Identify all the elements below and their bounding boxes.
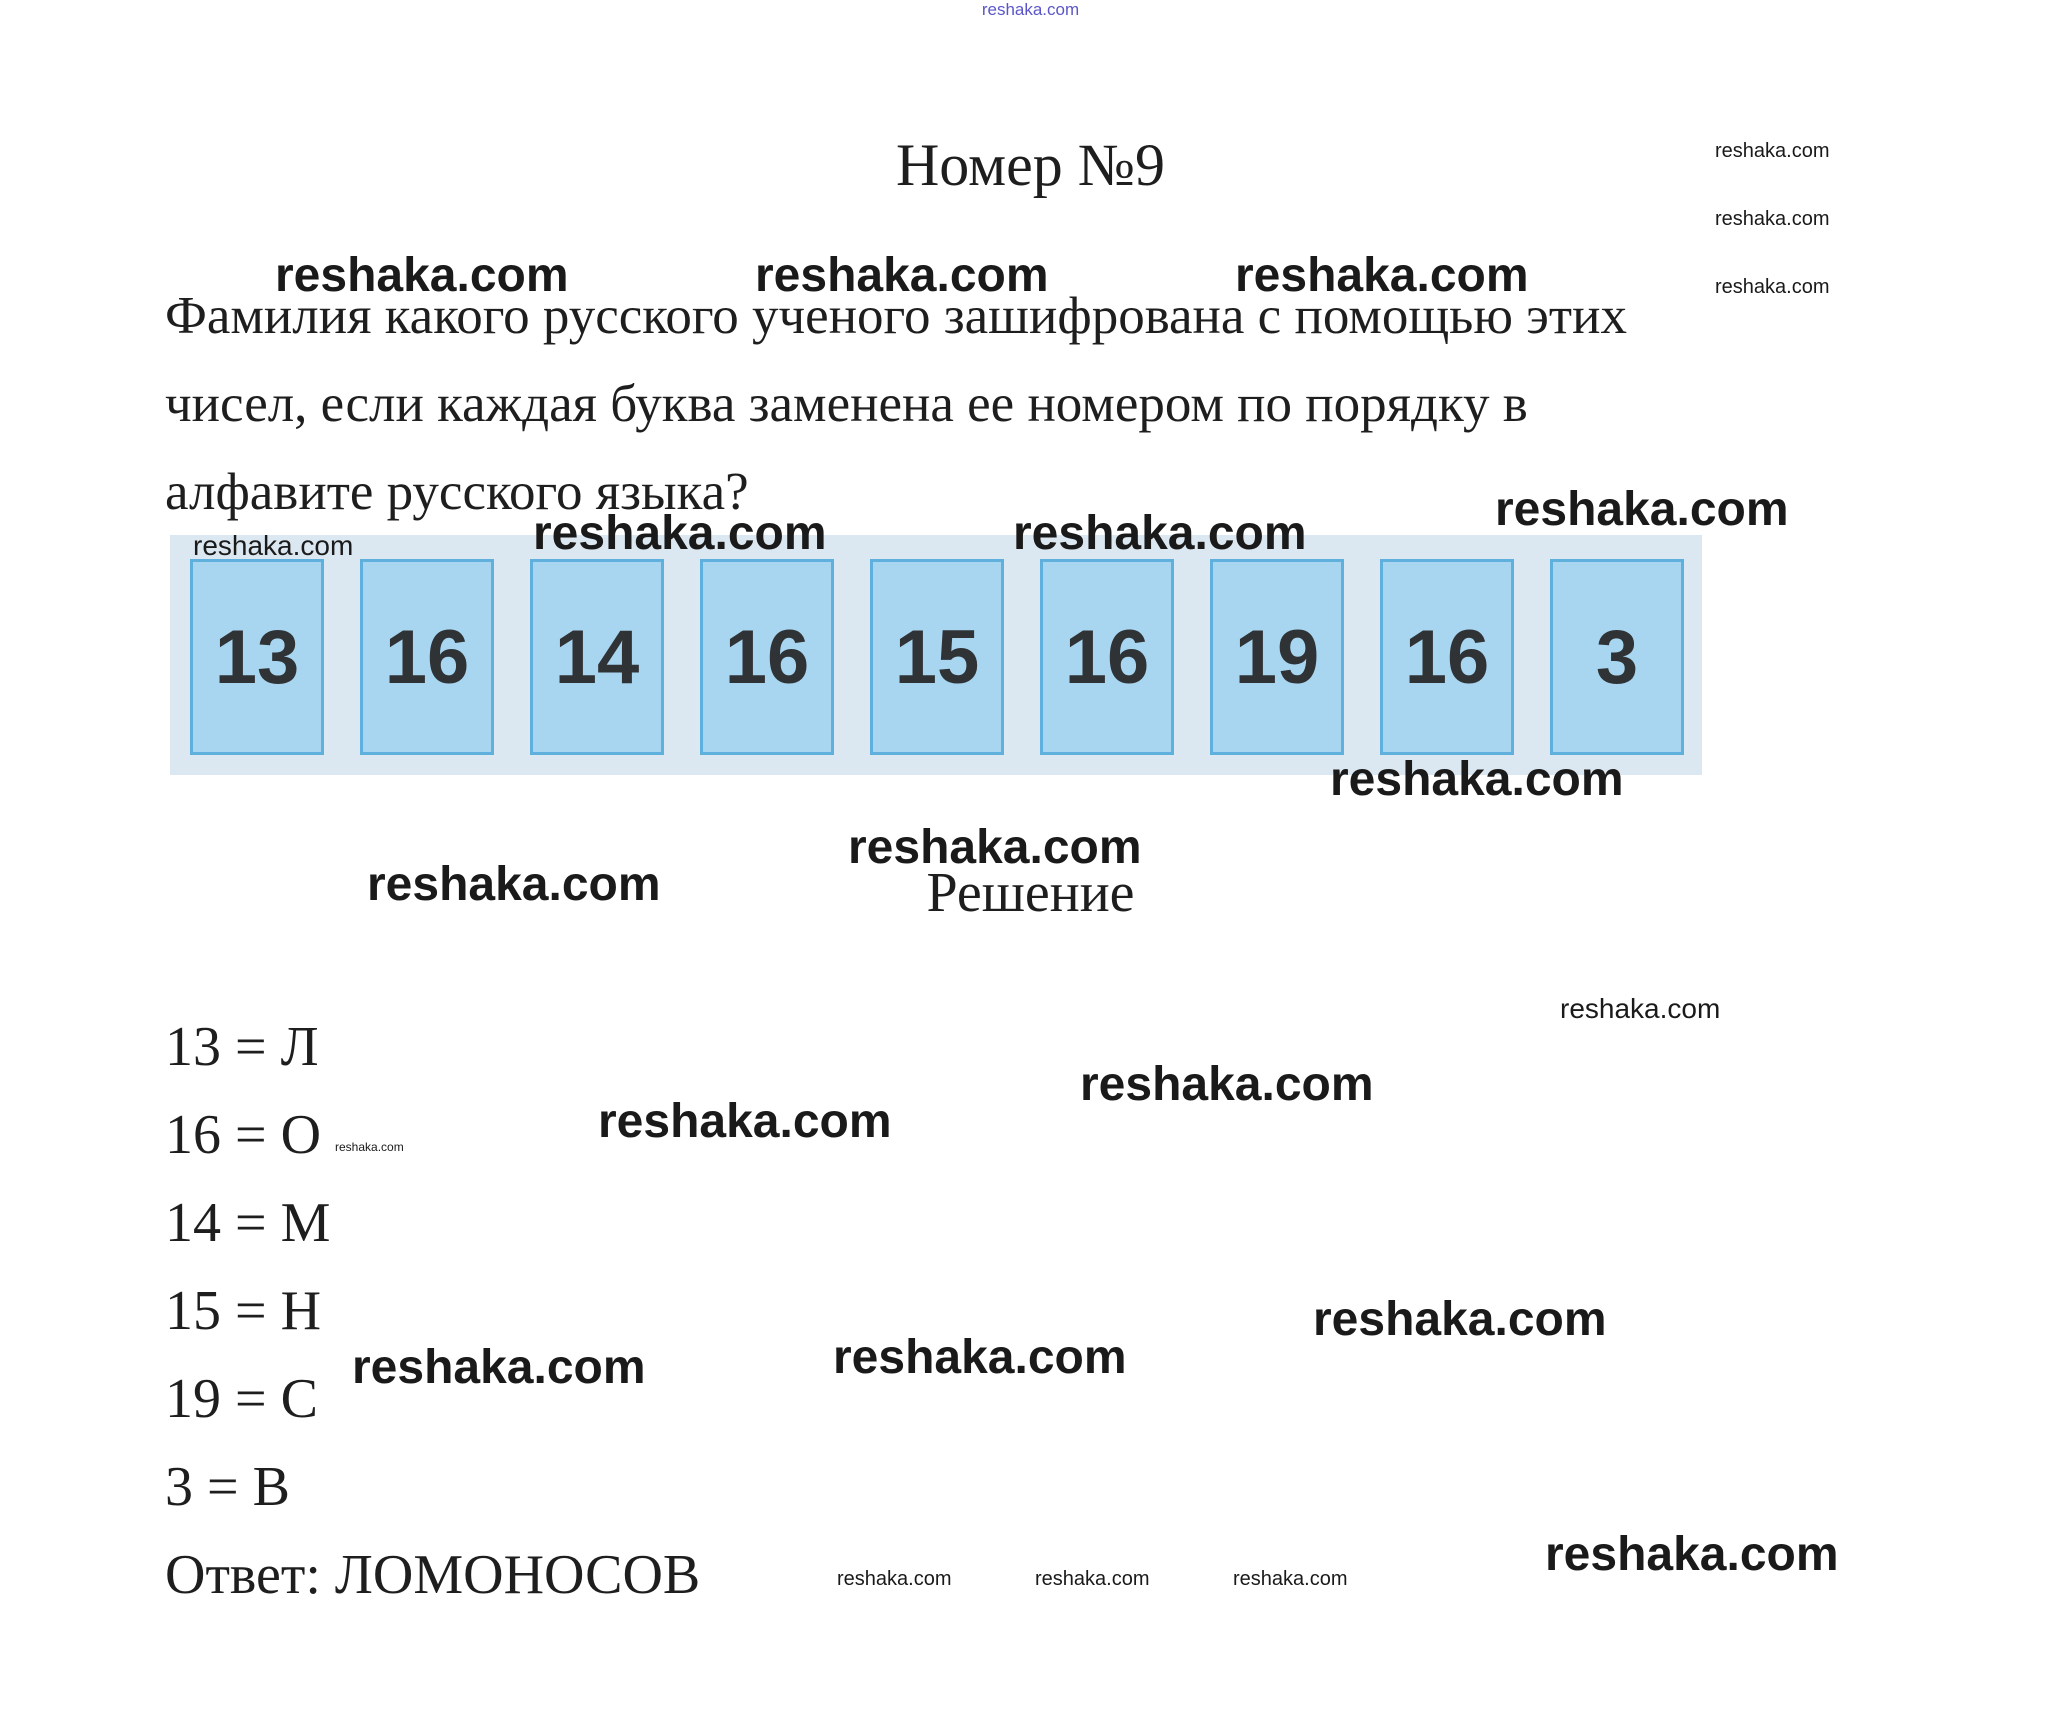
watermark: reshaka.com (833, 1331, 1127, 1384)
solution-line: 15 = Н (165, 1280, 322, 1342)
watermark: reshaka.com (275, 249, 569, 302)
solution-line: 13 = Л (165, 1016, 319, 1078)
solution-line: 3 = В (165, 1456, 290, 1518)
watermark: reshaka.com (1715, 208, 1830, 230)
watermark: reshaka.com (352, 1341, 646, 1394)
number-card: 14 (530, 559, 664, 755)
watermark: reshaka.com (848, 821, 1142, 874)
watermark: reshaka.com (1560, 993, 1721, 1024)
watermark: reshaka.com (1330, 753, 1624, 806)
watermark: reshaka.com (1035, 1568, 1150, 1590)
question-line: алфавите русского языка? (165, 463, 749, 521)
solution-line: 16 = О (165, 1104, 322, 1166)
site-header-link[interactable]: reshaka.com (981, 0, 1080, 19)
number-card: 16 (360, 559, 494, 755)
number-card: 15 (870, 559, 1004, 755)
watermark: reshaka.com (1715, 140, 1830, 162)
number-card: 13 (190, 559, 324, 755)
watermark: reshaka.com (1495, 483, 1789, 536)
watermark: reshaka.com (837, 1568, 952, 1590)
solution-line: 19 = С (165, 1368, 318, 1430)
watermark: reshaka.com (1235, 249, 1529, 302)
number-card: 16 (1380, 559, 1514, 755)
page-title: Номер №9 (895, 132, 1166, 198)
watermark: reshaka.com (533, 507, 827, 560)
answer-line: Ответ: ЛОМОНОСОВ (165, 1544, 701, 1606)
question-line: чисел, если каждая буква заменена ее номером по порядку в (165, 375, 1528, 433)
watermark: reshaka.com (1313, 1293, 1607, 1346)
watermark: reshaka.com (1545, 1528, 1839, 1581)
question-line: Фамилия какого русского ученого зашифрована с помощью этих (165, 287, 1627, 345)
watermark: reshaka.com (367, 858, 661, 911)
number-card: 16 (700, 559, 834, 755)
number-card: 19 (1210, 559, 1344, 755)
watermark: reshaka.com (1233, 1568, 1348, 1590)
watermark: reshaka.com (335, 1140, 404, 1154)
watermark: reshaka.com (755, 249, 1049, 302)
watermark: reshaka.com (598, 1095, 892, 1148)
watermark: reshaka.com (193, 530, 354, 561)
number-cards-image (170, 535, 1702, 775)
watermark: reshaka.com (1013, 507, 1307, 560)
solution-line: 14 = М (165, 1192, 331, 1254)
watermark: reshaka.com (1080, 1058, 1374, 1111)
solution-heading: Решение (926, 862, 1135, 924)
watermark: reshaka.com (1715, 276, 1830, 298)
number-card: 16 (1040, 559, 1174, 755)
number-card: 3 (1550, 559, 1684, 755)
